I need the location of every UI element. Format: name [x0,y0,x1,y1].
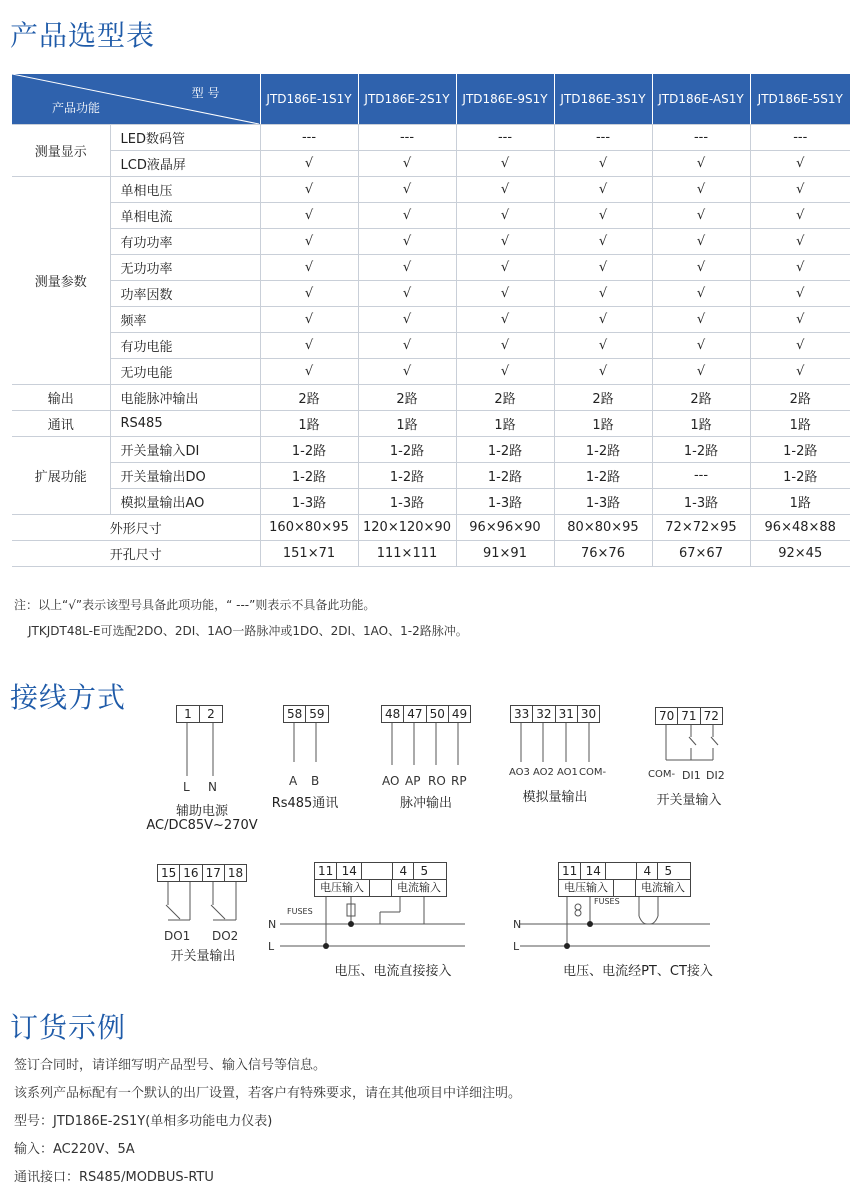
table-cell: √ [260,255,358,281]
pulse-label: AP [405,774,421,788]
model-header: JTD186E-9S1Y [456,74,554,125]
terminal: 14 [581,863,606,879]
terminal: 48 [382,706,404,722]
table-cell: √ [358,203,456,229]
table-cell: 1路 [260,411,358,437]
table-cell: √ [750,281,850,307]
table-cell: √ [260,307,358,333]
table-cell: 2路 [750,385,850,411]
table-cell: 1-3路 [260,489,358,515]
analog-label: AO1 [557,767,578,778]
table-cell: √ [652,151,750,177]
pulse-label: RO [428,774,446,788]
table-cell: √ [652,359,750,385]
voltage-input-label: 电压输入 [559,880,614,896]
table-cell: √ [358,229,456,255]
terminal: 11 [315,863,337,879]
function-label: 模拟量输出AO [110,489,260,515]
note-line-2: JTKJDT48L-E可选配2DO、2DI、1AO一路脉冲或1DO、2DI、1AO、1-2路脉冲。 [28,624,468,638]
table-cell: √ [554,151,652,177]
table-cell: 1-2路 [358,437,456,463]
table-cell: 1-2路 [260,437,358,463]
table-cell: √ [456,359,554,385]
pulse-label: AO [382,774,400,788]
table-cell: 96×48×88 [750,515,850,541]
do-label: DO1 [164,929,191,943]
table-cell: √ [456,333,554,359]
table-cell: 151×71 [260,541,358,567]
analog-caption: 模拟量输出 [522,790,588,805]
table-cell: √ [750,359,850,385]
table-cell: √ [260,359,358,385]
table-cell: √ [358,307,456,333]
table-cell: 2路 [652,385,750,411]
analog-label: AO3 [509,767,530,778]
table-cell: √ [750,307,850,333]
function-label: 无功电能 [110,359,260,385]
table-cell: √ [750,229,850,255]
table-cell: √ [554,229,652,255]
table-cell: √ [554,255,652,281]
table-cell: 76×76 [554,541,652,567]
di-caption: 开关量输入 [656,793,722,808]
terminal: 50 [427,706,449,722]
direct-caption: 电压、电流直接接入 [334,964,452,979]
table-cell: √ [456,307,554,333]
terminal: 16 [180,865,202,881]
table-cell: √ [456,177,554,203]
terminal: 70 [656,708,678,724]
voltage-input-label: 电压输入 [315,880,370,896]
function-label: 开关量输入DI [110,437,260,463]
aux-caption-voltage: AC/DC85V~270V [146,818,258,833]
table-cell: √ [456,281,554,307]
table-cell: √ [260,203,358,229]
di-label: DI1 [682,769,701,782]
function-label: 单相电流 [110,203,260,229]
function-label: 有功电能 [110,333,260,359]
table-cell: 1-2路 [750,463,850,489]
analog-terminal-block [510,705,600,723]
table-cell: √ [456,229,554,255]
table-cell: 120×120×90 [358,515,456,541]
aux-terminal-block [176,705,223,723]
group-label: 输出 [12,385,110,411]
terminal: 4 [637,863,658,879]
table-cell: 1-2路 [456,437,554,463]
table-cell: 111×111 [358,541,456,567]
function-label: RS485 [110,411,260,437]
table-cell: √ [554,359,652,385]
function-label: 外形尺寸 [12,515,260,541]
table-cell: √ [554,177,652,203]
table-cell: 2路 [554,385,652,411]
table-cell: 1路 [750,411,850,437]
table-cell: 1-2路 [260,463,358,489]
function-label: 开关量输出DO [110,463,260,489]
table-cell: √ [554,203,652,229]
fuses-label: FUSES [594,897,620,906]
rs485-terminal-block [283,705,329,723]
table-cell: √ [358,333,456,359]
l-line-label: L [268,940,275,953]
model-header: JTD186E-3S1Y [554,74,652,125]
ptct-caption: 电压、电流经PT、CT接入 [563,964,713,979]
table-cell: √ [750,333,850,359]
table-cell: √ [652,333,750,359]
pulse-caption: 脉冲输出 [399,796,452,811]
function-label: 开孔尺寸 [12,541,260,567]
table-cell: 1路 [456,411,554,437]
table-cell: 96×96×90 [456,515,554,541]
pulse-label: RP [451,774,467,788]
table-cell: √ [456,255,554,281]
pulse-terminal-block [381,705,471,723]
fuses-label: FUSES [287,907,313,916]
do-caption: 开关量输出 [170,949,236,964]
function-label: LED数码管 [110,125,260,151]
table-cell: --- [554,125,652,151]
header-function-label: 产品功能 [52,101,101,115]
aux-label-n: N [208,780,217,794]
table-cell: √ [750,203,850,229]
order-line: 型号：JTD186E-2S1Y(单相多功能电力仪表) [14,1114,273,1129]
order-line: 输入：AC220V、5A [14,1142,135,1157]
terminal: 1 [177,706,200,722]
table-cell: --- [750,125,850,151]
analog-label: AO2 [533,767,554,778]
note-line-1: 注：以上“√”表示该型号具备此项功能，“ ---”则表示不具备此功能。 [14,598,376,612]
table-cell: √ [456,203,554,229]
table-cell: √ [456,151,554,177]
table-cell: √ [652,177,750,203]
table-cell: √ [260,281,358,307]
terminal: 72 [703,709,719,723]
di-label: COM- [648,769,676,780]
terminal: 14 [337,863,362,879]
terminal: 4 [393,863,414,879]
aux-label-l: L [183,780,190,794]
table-cell: √ [750,177,850,203]
table-cell: √ [358,151,456,177]
rs485-label-a: A [289,774,298,788]
terminal: 32 [533,706,555,722]
table-cell: --- [456,125,554,151]
table-cell: √ [554,307,652,333]
wiring-title: 接线方式 [10,681,127,714]
table-cell: 1路 [358,411,456,437]
n-line-label: N [268,918,277,931]
table-cell: --- [260,125,358,151]
di-terminal-block [655,707,723,725]
table-cell: √ [260,151,358,177]
table-cell: 1-3路 [554,489,652,515]
table-cell: 1-2路 [652,437,750,463]
group-label: 通讯 [12,411,110,437]
order-line: 该系列产品标配有一个默认的出厂设置，若客户有特殊要求，请在其他项目中详细注明。 [14,1086,522,1101]
table-cell: 1-2路 [358,463,456,489]
terminal: 30 [580,707,597,721]
direct-terminal-block [314,862,447,897]
function-label: 有功功率 [110,229,260,255]
function-label: LCD液晶屏 [110,151,260,177]
table-cell: 91×91 [456,541,554,567]
current-input-label: 电流输入 [641,881,685,894]
order-line: 通讯接口：RS485/MODBUS-RTU [14,1170,214,1185]
function-label: 功率因数 [110,281,260,307]
table-cell: √ [554,333,652,359]
group-label: 测量显示 [12,125,110,177]
rs485-caption: Rs485通讯 [271,796,339,811]
terminal: 49 [451,707,468,721]
terminal: 18 [227,866,244,880]
model-header: JTD186E-1S1Y [260,74,358,125]
table-cell: 160×80×95 [260,515,358,541]
table-cell: 1-2路 [750,437,850,463]
order-line: 签订合同时，请详细写明产品型号、输入信号等信息。 [14,1058,327,1073]
table-cell: √ [358,255,456,281]
table-cell: √ [652,203,750,229]
model-header: JTD186E-5S1Y [750,74,850,125]
function-label: 频率 [110,307,260,333]
table-cell: 1路 [554,411,652,437]
table-cell: √ [750,151,850,177]
table-cell: √ [260,229,358,255]
terminal: 17 [203,865,225,881]
table-cell: 1-3路 [652,489,750,515]
table-cell: √ [652,307,750,333]
model-header: JTD186E-AS1Y [652,74,750,125]
do-label: DO2 [212,929,239,943]
ptct-terminal-block [558,862,691,897]
function-label: 电能脉冲输出 [110,385,260,411]
analog-label: COM- [579,767,607,778]
selection-title: 产品选型表 [10,19,156,52]
terminal: 47 [404,706,426,722]
rs485-label-b: B [311,774,320,788]
table-cell: 92×45 [750,541,850,567]
table-cell: 2路 [358,385,456,411]
terminal: 33 [511,706,533,722]
terminal: 15 [158,865,180,881]
model-header: JTD186E-2S1Y [358,74,456,125]
terminal: 59 [309,707,325,721]
group-label: 扩展功能 [12,437,110,515]
table-cell: √ [652,281,750,307]
table-cell: √ [260,177,358,203]
terminal: 5 [664,864,673,878]
table-cell: --- [652,125,750,151]
terminal: 31 [556,706,578,722]
table-cell: √ [652,229,750,255]
table-cell: √ [554,281,652,307]
terminal: 2 [207,707,215,721]
table-cell: √ [358,281,456,307]
table-cell: 67×67 [652,541,750,567]
di-label: DI2 [706,769,725,782]
function-label: 无功功率 [110,255,260,281]
table-cell: 2路 [260,385,358,411]
current-input-label: 电流输入 [397,881,441,894]
table-cell: --- [358,125,456,151]
table-cell: √ [260,333,358,359]
table-cell: 72×72×95 [652,515,750,541]
table-cell: √ [750,255,850,281]
terminal: 71 [678,708,700,724]
table-cell: 1-2路 [554,463,652,489]
table-cell: 1-3路 [456,489,554,515]
group-label: 测量参数 [12,177,110,385]
table-cell: √ [358,177,456,203]
l-line-label: L [513,940,520,953]
table-cell: √ [358,359,456,385]
table-cell: --- [652,463,750,489]
table-cell: √ [652,255,750,281]
table-cell: 2路 [456,385,554,411]
table-cell: 1路 [750,489,850,515]
terminal: 5 [420,864,429,878]
do-terminal-block [157,864,247,882]
terminal: 58 [284,706,306,722]
table-cell: 80×80×95 [554,515,652,541]
table-cell: 1-2路 [456,463,554,489]
n-line-label: N [513,918,522,931]
aux-caption: 辅助电源 [175,804,228,819]
table-cell: 1路 [652,411,750,437]
header-model-label: 型 号 [191,86,220,100]
table-cell: 1-2路 [554,437,652,463]
order-title: 订货示例 [10,1011,127,1044]
terminal: 11 [559,863,581,879]
table-cell: 1-3路 [358,489,456,515]
function-label: 单相电压 [110,177,260,203]
